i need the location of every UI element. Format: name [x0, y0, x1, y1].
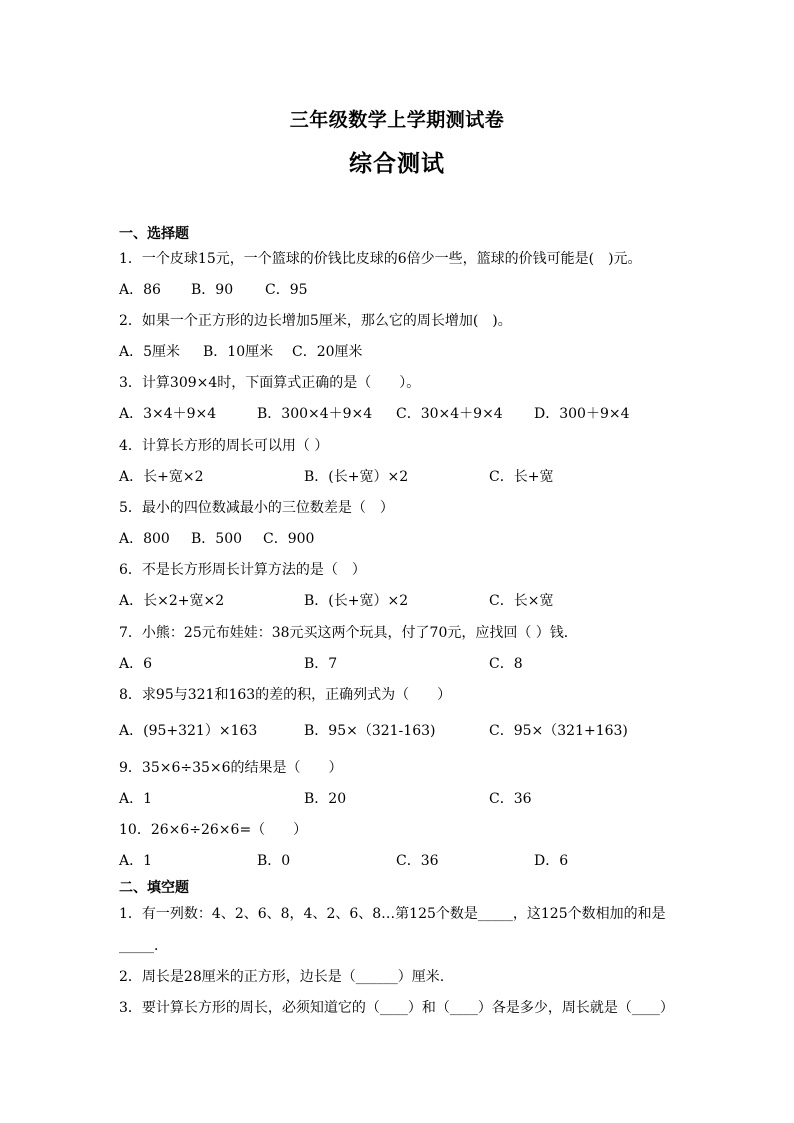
q8-option-a: A．(95+321）×163	[119, 723, 258, 739]
page-title: 三年级数学上学期测试卷	[289, 109, 505, 131]
q8-option-b: B．95×（321-163)	[304, 723, 436, 739]
q5-option-c: C．900	[263, 531, 315, 547]
q7-option-b: B．7	[304, 656, 338, 672]
q10-option-d: D．6	[534, 853, 569, 869]
q4-option-c: C．长+宽	[489, 469, 554, 485]
question-2: 2．如果一个正方形的边长增加5厘米，那么它的周长增加( )。	[119, 313, 512, 329]
q4-option-b: B．(长+宽）×2	[304, 469, 409, 485]
question-9: 9．35×6÷35×6的结果是（ ）	[119, 760, 343, 776]
section-heading-choice: 一、选择题	[119, 226, 189, 242]
question-5: 5．最小的四位数减最小的三位数差是（ ）	[119, 500, 394, 516]
q6-option-b: B．(长+宽）×2	[304, 593, 409, 609]
fill-question-1-continuation: _____．	[119, 938, 168, 954]
question-1: 1．一个皮球15元，一个篮球的价钱比皮球的6倍少一些，篮球的价钱可能是( )元。	[119, 251, 642, 267]
q2-option-b: B．10厘米	[203, 344, 274, 360]
question-10: 10．26×6÷26×6=（ ）	[119, 822, 308, 838]
question-8: 8．求95与321和163的差的积，正确列式为（ ）	[119, 687, 452, 703]
q7-option-a: A．6	[119, 656, 153, 672]
page-subtitle: 综合测试	[349, 150, 445, 177]
q4-option-a: A．长+宽×2	[119, 469, 204, 485]
q1-option-c: C．95	[265, 282, 308, 298]
q3-option-c: C．30×4＋9×4	[396, 406, 503, 422]
q9-option-b: B．20	[304, 791, 347, 807]
q2-option-c: C．20厘米	[292, 344, 363, 360]
fill-question-3: 3．要计算长方形的周长，必须知道它的（____）和（____）各是多少，周长就是（____）	[119, 1000, 674, 1016]
q6-option-c: C．长×宽	[489, 593, 554, 609]
q5-option-a: A．800	[119, 531, 170, 547]
q3-option-b: B．300×4＋9×4	[257, 406, 373, 422]
question-6: 6．不是长方形周长计算方法的是（ ）	[119, 562, 366, 578]
q1-option-b: B．90	[191, 282, 234, 298]
q8-option-c: C．95×（321+163)	[489, 723, 628, 739]
q10-option-c: C．36	[396, 853, 439, 869]
q10-option-a: A．1	[119, 853, 153, 869]
q1-option-a: A．86	[119, 282, 161, 298]
q3-option-d: D．300＋9×4	[534, 406, 630, 422]
fill-question-1: 1．有一列数：4、2、6、8，4、2、6、8…第125个数是_____，这125个数相加的和是	[119, 906, 666, 922]
q7-option-c: C．8	[489, 656, 523, 672]
q10-option-b: B．0	[257, 853, 291, 869]
fill-question-2: 2．周长是28厘米的正方形，边长是（______）厘米.	[119, 969, 445, 985]
q3-option-a: A．3×4＋9×4	[119, 406, 217, 422]
q5-option-b: B．500	[191, 531, 243, 547]
q9-option-c: C．36	[489, 791, 532, 807]
q2-option-a: A．5厘米	[119, 344, 181, 360]
q9-option-a: A．1	[119, 791, 153, 807]
q6-option-a: A．长×2+宽×2	[119, 593, 225, 609]
section-heading-fill: 二、填空题	[119, 880, 189, 896]
question-4: 4．计算长方形的周长可以用（ ）	[119, 438, 329, 454]
question-7: 7．小熊：25元布娃娃：38元买这两个玩具，付了70元，应找回（ ）钱．	[119, 625, 578, 641]
question-3: 3．计算309×4时，下面算式正确的是（ ）。	[119, 375, 421, 391]
